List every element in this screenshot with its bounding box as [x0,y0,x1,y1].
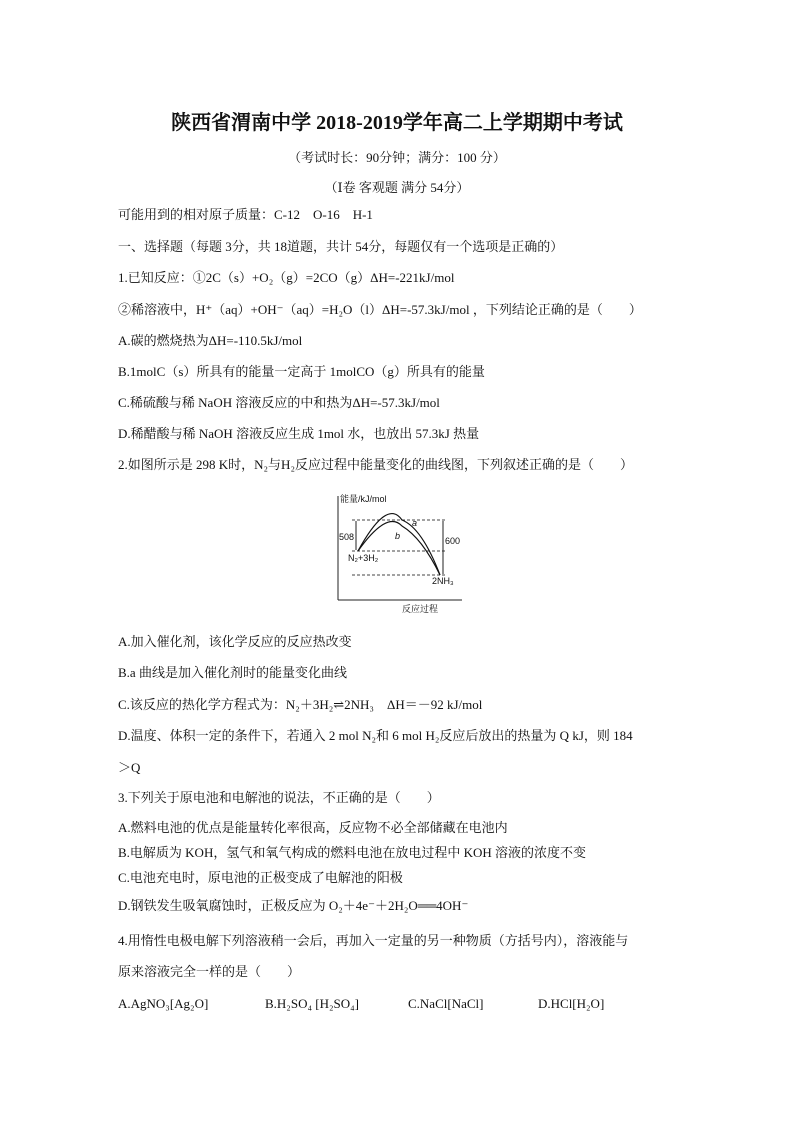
curve-b-label: b [395,531,401,541]
q4-stem: 4.用惰性电极电解下列溶液稍一会后，再加入一定量的另一种物质（方括号内），溶液能与 [118,933,629,948]
y-axis-label: 能量/kJ/mol [340,494,387,504]
reactants-label: N₂+3H₂ [348,553,379,563]
x-axis-label: 反应过程 [402,604,439,614]
q3-option-a: A.燃料电池的优点是能量转化率很高，反应物不必全部储藏在电池内 [118,820,508,835]
q3-option-d: D.钢铁发生吸氧腐蚀时，正极反应为 O₂＋4e⁻＋2H₂O══4OH⁻ [118,898,469,913]
subtitle: （考试时长：90分钟；满分：100 分） [288,150,506,165]
label-600: 600 [445,536,461,546]
section-heading: 一、选择题（每题 3分，共 18道题，共计 54分，每题仅有一个选项是正确的） [118,239,564,254]
q1-option-b: B.1molC（s）所具有的能量一定高于 1molCO（g）所具有的能量 [118,364,485,379]
q2-option-a: A.加入催化剂，该化学反应的反应热改变 [118,634,352,649]
q1-stem-2: ②稀溶液中，H⁺（aq）+OH⁻（aq）=H₂O（l）ΔH=-57.3kJ/mol ，下列结论正确的是（ ） [118,302,642,317]
label-508: 508 [339,532,355,542]
curve-a-label: a [412,518,418,528]
q4-option-d: D.HCl[H₂O] [538,996,605,1011]
page-title: 陕西省渭南中学 2018-2019学年高二上学期期中考试 [171,112,623,134]
q2-option-d: D.温度、体积一定的条件下，若通入 2 mol N₂和 6 mol H₂反应后放出的热量为 Q kJ，则 184 [118,728,633,743]
q4-option-b: B.H₂SO₄ [H₂SO₄] [265,996,359,1011]
products-label: 2NH₃ [432,576,454,586]
q2-option-b: B.a 曲线是加入催化剂时的能量变化曲线 [118,665,347,680]
part-heading: （Ⅰ卷 客观题 满分 54分） [324,180,470,195]
q1-option-c: C.稀硫酸与稀 NaOH 溶液反应的中和热为ΔH=-57.3kJ/mol [118,395,440,410]
q4-stem-2: 原来溶液完全一样的是（ ） [118,964,301,979]
q3-stem: 3.下列关于原电池和电解池的说法，不正确的是（ ） [118,790,440,805]
q2-option-c: C.该反应的热化学方程式为：N₂＋3H₂⇌2NH₃ ΔH＝－92 kJ/mol [118,697,483,712]
q2-option-d-cont: ＞Q [118,760,141,775]
q1-stem: 1.已知反应：①2C（s）+O₂（g）=2CO（g）ΔH=-221kJ/mol [118,270,455,285]
q1-option-a: A.碳的燃烧热为ΔH=-110.5kJ/mol [118,333,303,348]
q4-option-c: C.NaCl[NaCl] [408,996,484,1011]
q1-option-d: D.稀醋酸与稀 NaOH 溶液反应生成 1mol 水，也放出 57.3kJ 热量 [118,426,480,441]
q2-stem: 2.如图所示是 298 K时，N₂与H₂反应过程中能量变化的曲线图，下列叙述正确的是（ ） [118,457,633,472]
q4-option-a: A.AgNO₃[Ag₂O] [118,996,209,1011]
q3-option-b: B.电解质为 KOH，氢气和氧气构成的燃料电池在放电过程中 KOH 溶液的浓度不变 [118,845,587,860]
q3-option-c: C.电池充电时，原电池的正极变成了电解池的阳极 [118,870,403,885]
atomic-mass-note: 可能用到的相对原子质量：C-12 O-16 H-1 [118,207,373,222]
energy-diagram [322,488,472,616]
